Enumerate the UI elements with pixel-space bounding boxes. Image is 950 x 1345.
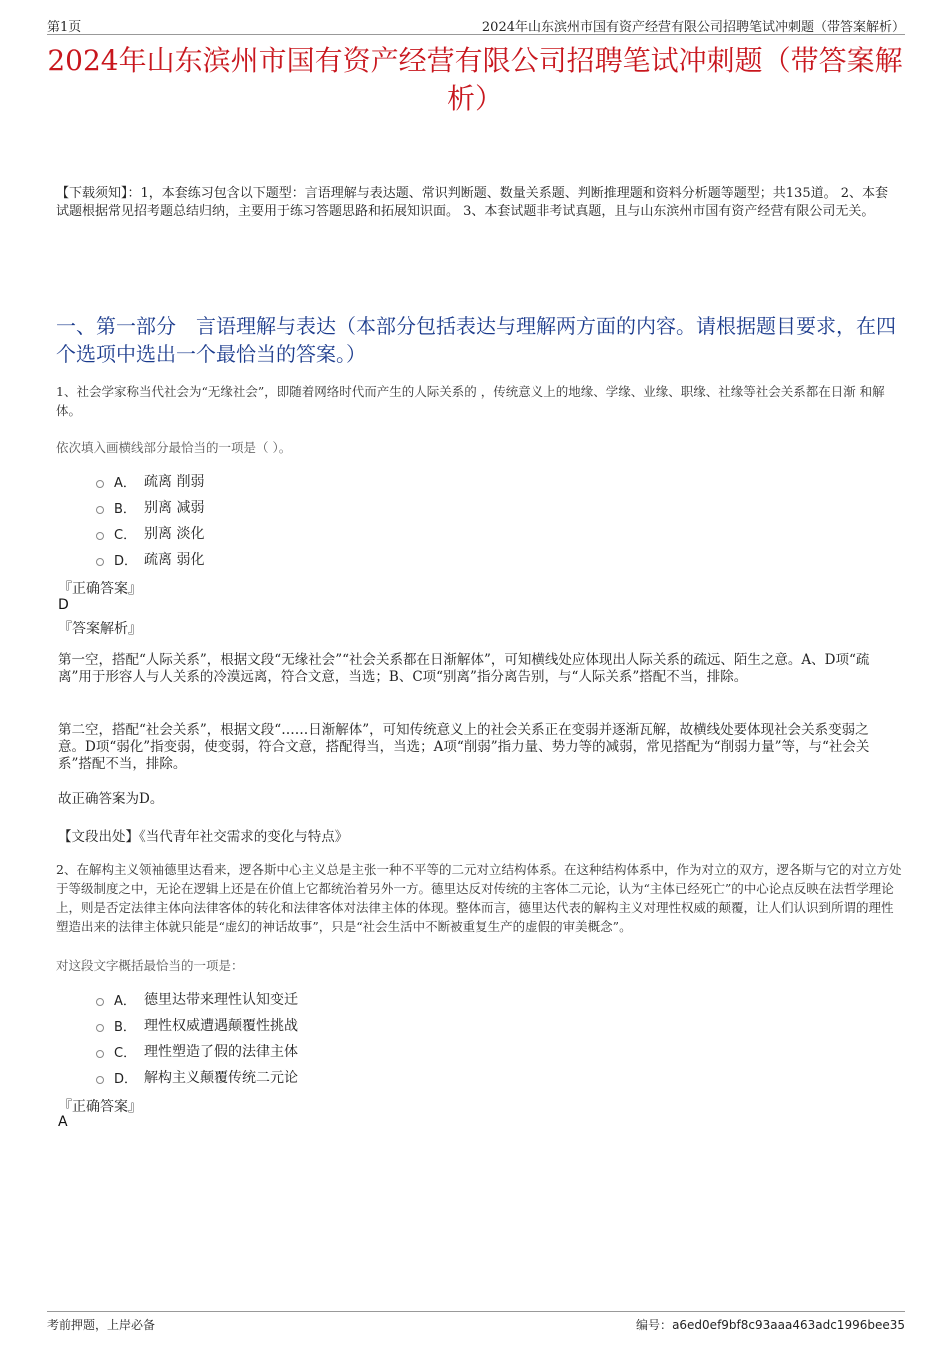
radio-icon[interactable] [96,1076,104,1084]
question-1-options [96,468,204,572]
page-number: 第1页 [47,20,82,35]
option-text: 理性塑造了假的法律主体 [144,1044,298,1060]
question-1-option-b[interactable]: B． 别离 减弱 [96,494,204,520]
question-2-options [96,986,298,1090]
option-text: 别离 减弱 [144,500,205,516]
radio-icon[interactable] [96,998,104,1006]
question-1-option-c[interactable]: C． 别离 淡化 [96,520,204,546]
question-2-answer: A [58,1114,68,1130]
question-2-prompt: 对这段文字概括最恰当的一项是： [56,958,244,973]
question-1-analysis-label: 『答案解析』 [58,621,142,637]
question-1-option-d[interactable]: D． 疏离 弱化 [96,546,204,572]
question-1-analysis-p1: 第一空，搭配“人际关系”，根据文段“无缘社会”“社会关系都在日渐解体”，可知横线处应体现出人际关系的疏远、陌生之意。A、D项“疏离”用于形容人与人关系的冷漠远离，符合文意，当选；B、C项“别离”指分离告别，与“人际关系”搭配不当，排除。 [58,652,870,685]
option-text: 别离 淡化 [144,526,205,542]
option-text: 理性权威遭遇颠覆性挑战 [144,1018,298,1034]
question-1-option-a[interactable]: A． 疏离 削弱 [96,468,204,494]
section-title: 一、第一部分 言语理解与表达（本部分包括表达与理解两方面的内容。请根据题目要求，在四个选项中选出一个最恰当的答案。） [56,314,896,366]
question-1-analysis-p3: 故正确答案为D。 [58,791,164,807]
question-2-option-a[interactable]: A． 德里达带来理性认知变迁 [96,986,298,1012]
question-1-prompt: 依次填入画横线部分最恰当的一项是（ ）。 [56,440,292,455]
download-notice: 【下载须知】：1，本套练习包含以下题型：言语理解与表达题、常识判断题、数量关系题、判断推理题和资料分析题等题型；共135道。 2、本套试题根据常见招考题总结归纳，主要用于练习答题思路和拓展知识面。 3、本套试题非考试真题，且与山东滨州市国有资产经营有限公司无关。 [56,186,888,219]
header-doc-title: 2024年山东滨州市国有资产经营有限公司招聘笔试冲刺题（带答案解析） [481,20,905,35]
question-2-answer-label: 『正确答案』 [58,1099,142,1115]
radio-icon[interactable] [96,558,104,566]
question-1-source: 【文段出处】《当代青年社交需求的变化与特点》 [58,829,349,845]
question-2-option-d[interactable]: D． 解构主义颠覆传统二元论 [96,1064,298,1090]
radio-icon[interactable] [96,506,104,514]
question-2-option-b[interactable]: B． 理性权威遭遇颠覆性挑战 [96,1012,298,1038]
option-text: 德里达带来理性认知变迁 [144,992,298,1008]
radio-icon[interactable] [96,532,104,540]
page-header [47,14,905,35]
radio-icon[interactable] [96,1024,104,1032]
radio-icon[interactable] [96,1050,104,1058]
page-footer [47,1311,905,1334]
question-1-analysis-p2: 第二空，搭配“社会关系”，根据文段“……日渐解体”，可知传统意义上的社会关系正在变弱并逐渐瓦解，故横线处要体现社会关系变弱之意。D项“弱化”指变弱，使变弱，符合文意，搭配得当，当选；A项“削弱”指力量、势力等的减弱，常见搭配为“削弱力量”等，与“社会关系”搭配不当，排除。 [58,722,870,772]
question-2-option-c[interactable]: C． 理性塑造了假的法律主体 [96,1038,298,1064]
question-1-text: 1、社会学家称当代社会为“无缘社会”，即随着网络时代而产生的人际关系的 ，传统意义上的地缘、学缘、业缘、职缘、社缘等社会关系都在日渐 和解体。 [56,384,885,418]
radio-icon[interactable] [96,480,104,488]
option-text: 解构主义颠覆传统二元论 [144,1070,298,1086]
footer-code [636,1316,905,1333]
option-text: 疏离 削弱 [144,474,205,490]
question-1-answer-label: 『正确答案』 [58,581,142,597]
footer-code-label: 编号： [636,1318,673,1332]
option-text: 疏离 弱化 [144,552,205,568]
footer-code-value: a6ed0ef9bf8c93aaa463adc1996bee35 [672,1318,905,1332]
footer-slogan: 考前押题，上岸必备 [47,1318,156,1332]
question-1-answer: D [58,597,69,613]
document-title: 2024年山东滨州市国有资产经营有限公司招聘笔试冲刺题（带答案解析） [47,44,903,115]
question-2-text: 2、在解构主义领袖德里达看来，逻各斯中心主义总是主张一种不平等的二元对立结构体系。在这种结构体系中，作为对立的双方，逻各斯与它的对立方处于等级制度之中，无论在逻辑上还是在价值上它都统治着另外一方。德里达反对传统的主客体二元论，认为“主体已经死亡”的中心论点反映在法哲学理论上，则是否定法律主体向法律客体的转化和法律客体对法律主体的体现。整体而言，德里达代表的解构主义对理性权威的颠覆，让人们认识到所谓的理性塑造出来的法律主体就只能是“虚幻的神话故事”，只是“社会生活中不断被重复生产的虚假的审美概念”。 [56,862,902,934]
